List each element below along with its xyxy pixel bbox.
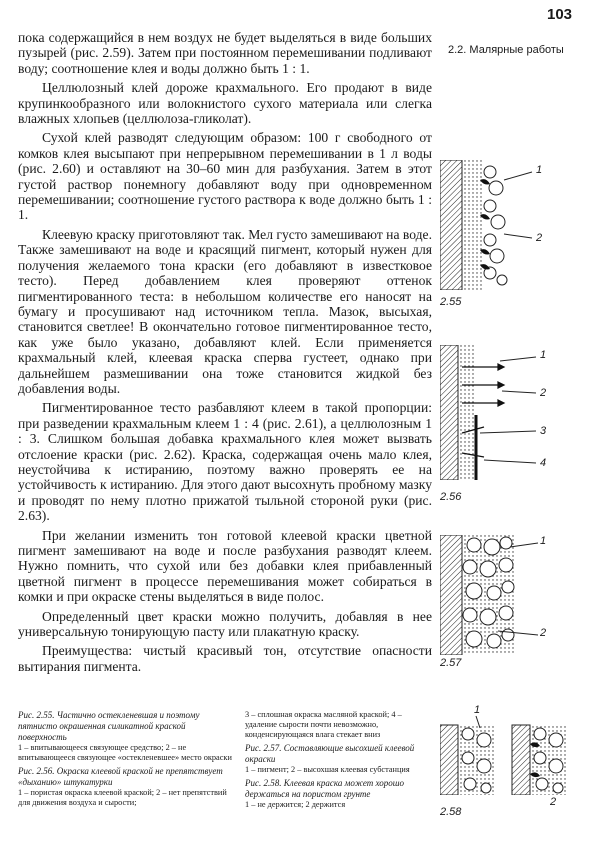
- captions-column-left: [18, 710, 236, 811]
- body-text: [18, 30, 432, 678]
- figure-2-56-label-2: 2: [540, 387, 547, 399]
- figure-2-55-drawing: [440, 160, 550, 290]
- caption-2-58-title: Рис. 2.58. Клеевая краска может хорошо держаться на пористом грунте: [245, 778, 405, 799]
- caption-2-58-legend: 1 – не держится; 2 держится: [245, 800, 346, 809]
- caption-2-56-legend: 1 – пористая окраска клеевой краской; 2 – нет препятствий для движения воздуха и сырости;: [18, 788, 227, 807]
- paragraph: При желании изменить тон готовой клеевой краски цветной пигмент замешивают на воде и после разбухания разводят клеем. Нужно помнить, что сухой или без добавки клея прибавленный цветной пигмент в процессе перемешивания может собираться в комки и при окраске стены выделяться в виде полос.: [18, 527, 432, 605]
- paragraph: Сухой клей разводят следующим образом: 100 г свободного от комков клея высыпают при непрерывном перемешивании в 1 л воды (рис. 2.60) и оставляют на 30–60 мин для разбухания. Затем в этот густой раствор понемногу добавляют воду при одновременном перемешивании; соотношение густого раствора к воде должно быть 1 : 1.: [18, 130, 432, 223]
- figure-2-58-drawing: [440, 710, 580, 795]
- page-number: 103: [547, 6, 573, 23]
- caption-2-57-legend: 1 – пигмент; 2 – высохшая клеевая субстанция: [245, 765, 410, 774]
- figure-2-58-label-2: 2: [550, 796, 557, 808]
- figure-2-57: [440, 535, 590, 685]
- section-title: 2.2. Малярные работы: [448, 44, 564, 56]
- figure-2-56-label-4: 4: [540, 457, 547, 469]
- figure-2-55-label-2: 2: [536, 232, 543, 244]
- figure-2-56-label-3: 3: [540, 425, 547, 437]
- paragraph: Преимущества: чистый красивый тон, отсутствие опасности вытирания пигмента.: [18, 643, 432, 674]
- figure-2-55: [440, 160, 590, 320]
- figure-2-57-label-2: 2: [540, 627, 547, 639]
- paragraph: пока содержащийся в нем воздух не будет выделяться в виде больших пузырей (рис. 2.59). Затем при постоянном перемешивании подливают воду; соотношение клея и воды должно быть 1 : 1.: [18, 30, 432, 76]
- paragraph: Определенный цвет краски можно получить, добавляя в нее универсальную тонирующую пасту или плакатную краску.: [18, 608, 432, 640]
- paragraph: Пигментированное тесто разбавляют клеем в такой пропорции: при разведении крахмальным клеем 1 : 4 (рис. 2.61), а целлюлозным 1 : 3. Слишком большая добавка крахмального клея может вызвать отслоение краски (рис. 2.62). Краска, содержащая очень мало клея, неустойчива к истиранию, поэтому важно проверять ее на устойчивость к истиранию. Для этого дают высохнуть пробному мазку и проводят по нему плотно прижатой тыльной стороной руки (рис. 2.63).: [18, 400, 432, 524]
- caption-2-55-legend: 1 – впитывающееся связующее средство; 2 – не впитывающееся связующее «остекленевшее» место окраски: [18, 743, 232, 762]
- caption-2-56-legend-continued: 3 – сплошная окраска масляной краской; 4 – удаление сырости почти невозможно, конденсирующаяся влага стекает вниз: [245, 710, 402, 739]
- figure-2-55-number: 2.55: [440, 296, 462, 308]
- captions-column-right: [245, 710, 415, 813]
- figure-2-56-label-1: 1: [540, 349, 547, 361]
- figure-2-55-label-1: 1: [536, 164, 543, 176]
- paragraph: Клеевую краску приготовляют так. Мел густо замешивают на воде. Также замешивают на воде и красящий пигмент, который нужен для получения желаемого тона краски (его добавляют в известковое тесто). Перед добавлением клея проверяют оттенок пигментированного теста: в небольшом количестве его наносят на бумагу и просушивают над источником тепла. Мазок, высыхая, становится светлее! В окончательно готовое пигментированное тесто, как уже было указано, добавляют клей. Если применяется крахмальный клей, клеевая краска сперва густеет, однако при дальнейшем размешивании она тоже становится жидкой без добавления воды.: [18, 226, 432, 396]
- figure-2-56: [440, 345, 590, 515]
- figure-2-58: [440, 704, 590, 820]
- figure-2-56-number: 2.56: [440, 491, 462, 503]
- caption-2-57-title: Рис. 2.57. Составляющие высохшей клеевой окраски: [245, 743, 415, 764]
- paragraph: Целлюлозный клей дороже крахмального. Его продают в виде крупинкообразного или волокнистого сухого материала или слегка влажных хлопьев (целлюлоза-гликолат).: [18, 80, 432, 127]
- figure-2-58-label-1: 1: [474, 704, 481, 716]
- figure-2-57-number: 2.57: [440, 657, 462, 669]
- figure-2-58-number: 2.58: [440, 806, 462, 818]
- figure-2-57-label-1: 1: [540, 535, 547, 547]
- caption-2-56-title: Рис. 2.56. Окраска клеевой краской не препятствует «дыханию» штукатурки: [18, 766, 223, 787]
- caption-2-55-title: Рис. 2.55. Частично остекленевшая и поэтому пятнисто окрашенная силикатной краской поверхность: [18, 710, 200, 742]
